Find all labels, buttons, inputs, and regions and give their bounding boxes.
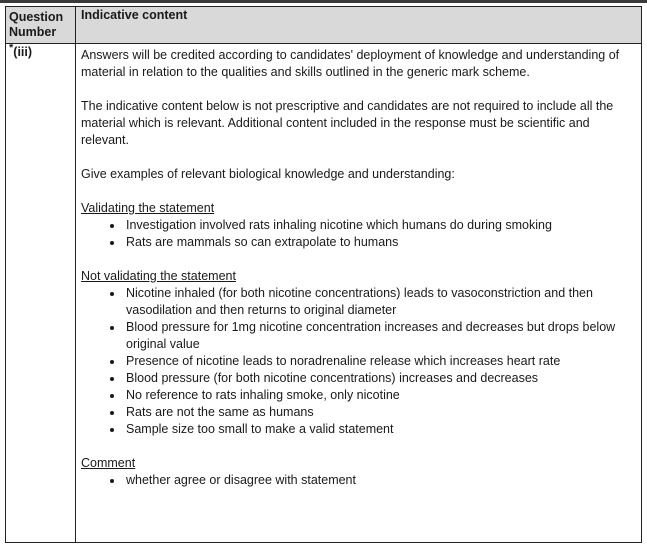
validating-list xyxy=(81,217,635,251)
mark-scheme-table xyxy=(5,6,642,543)
indicative-content-cell xyxy=(76,44,642,543)
header-row xyxy=(6,7,642,44)
list-item: • Blood pressure for 1mg nicotine concentration increases and decreases but drops below original value xyxy=(124,319,635,353)
list-item: • whether agree or disagree with statement xyxy=(124,472,635,489)
list-item: • Rats are not the same as humans xyxy=(124,404,635,421)
list-item: • Sample size too small to make a valid statement xyxy=(124,421,635,438)
section-heading-validating: Validating the statement xyxy=(81,201,215,215)
section-heading-comment: Comment xyxy=(81,456,136,470)
list-item: • Rats are mammals so can extrapolate to humans xyxy=(124,234,635,251)
question-number-header: Question Number xyxy=(6,7,76,44)
comment-list xyxy=(81,472,635,489)
not-validating-list xyxy=(81,285,635,438)
star-marker: * xyxy=(9,41,14,54)
section-heading-not-validating: Not validating the statement xyxy=(81,269,236,283)
indicative-content-header: Indicative content xyxy=(76,7,642,44)
content-row xyxy=(6,44,642,543)
question-number-cell xyxy=(6,41,76,543)
question-number: (iii) xyxy=(13,45,33,59)
intro-paragraph: Answers will be credited according to candidates' deployment of knowledge and understanding of material in relation to the qualities and skills outlined in the generic mark scheme. xyxy=(81,48,620,79)
list-item: • Presence of nicotine leads to noradrenaline release which increases heart rate xyxy=(124,353,635,370)
list-item: • Blood pressure (for both nicotine concentrations) increases and decreases xyxy=(124,370,635,387)
prescriptive-paragraph: The indicative content below is not prescriptive and candidates are not required to include all the material which is relevant. Additional content included in the response must be scientific and relevant. xyxy=(81,99,614,147)
list-item: • Nicotine inhaled (for both nicotine concentrations) leads to vasoconstriction and then vasodilation and then returns to original diameter xyxy=(124,285,635,319)
list-item: • No reference to rats inhaling smoke, only nicotine xyxy=(124,387,635,404)
list-item: • Investigation involved rats inhaling nicotine which humans do during smoking xyxy=(124,217,635,234)
examples-paragraph: Give examples of relevant biological knowledge and understanding: xyxy=(81,167,455,181)
top-rule xyxy=(0,0,647,3)
